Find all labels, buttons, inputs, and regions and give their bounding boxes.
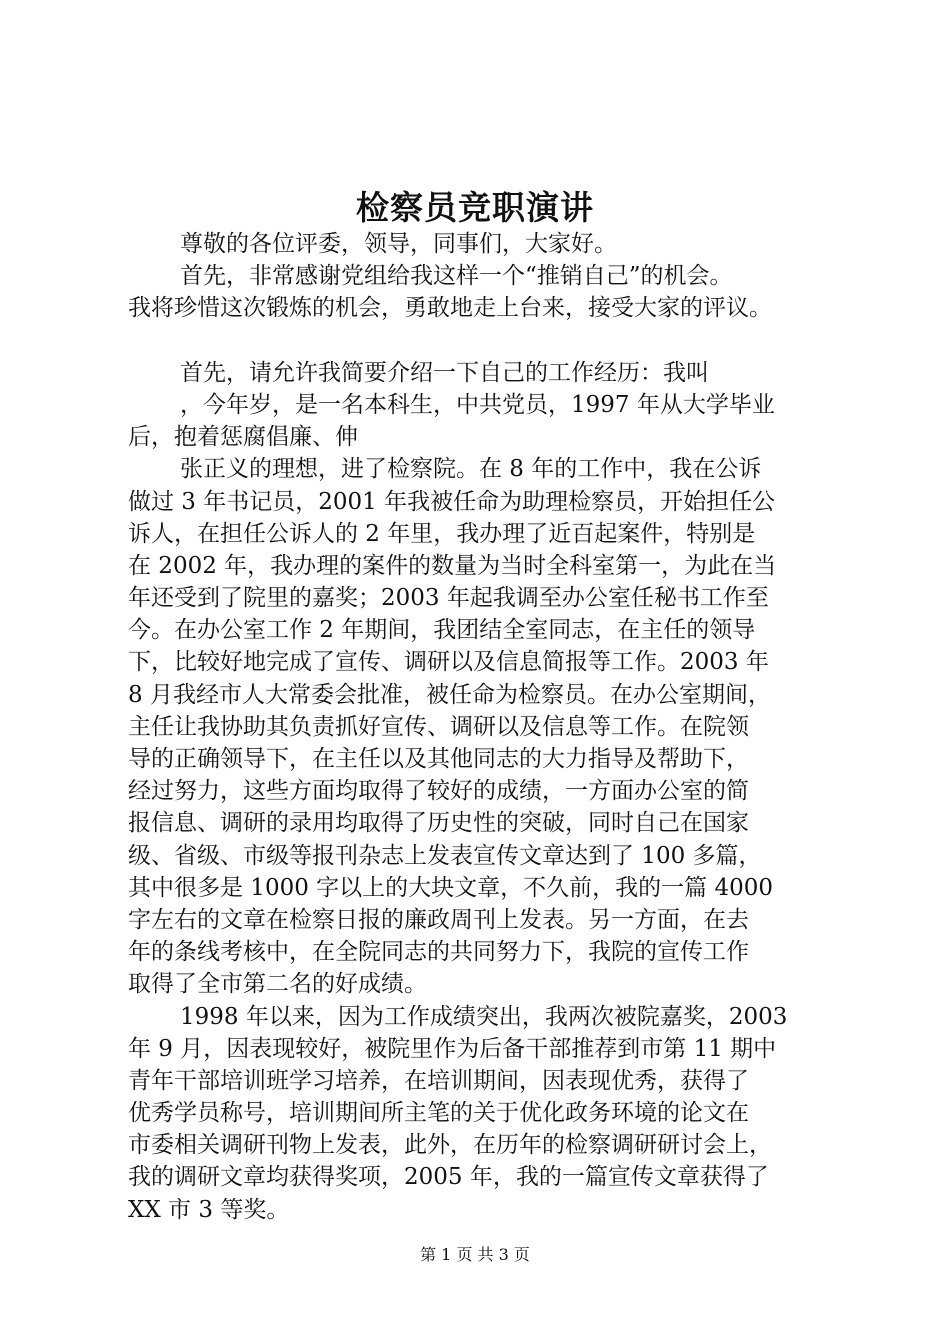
body-line: 8 月我经市人大常委会批准，被任命为检察员。在办公室期间， [128, 681, 771, 708]
body-line: 字左右的文章在检察日报的廉政周刊上发表。另一方面，在去 [128, 906, 749, 933]
body-line: 取得了全市第二名的好成绩。 [128, 971, 427, 998]
document-title: 检察员竞职演讲 [356, 188, 594, 227]
body-line: 其中很多是 1000 字以上的大块文章，不久前，我的一篇 4000 [128, 874, 773, 901]
body-line: 做过 3 年书记员，2001 年我被任命为助理检察员，开始担任公 [128, 488, 776, 515]
document-body [128, 228, 840, 1226]
body-line: 年还受到了院里的嘉奖；2003 年起我调至办公室任秘书工作至 [128, 585, 769, 612]
page-footer: 第 1 页 共 3 页 [420, 1245, 530, 1264]
body-line: 报信息、调研的录用均取得了历史性的突破，同时自己在国家 [128, 810, 749, 837]
body-line: 我将珍惜这次锻炼的机会，勇敢地走上台来，接受大家的评议。 [128, 295, 772, 322]
body-line: 后，抱着惩腐倡廉、伸 [128, 424, 358, 451]
body-line: 今。在办公室工作 2 年期间，我团结全室同志，在主任的领导 [128, 617, 756, 644]
body-line: 我的调研文章均获得奖项，2005 年，我的一篇宣传文章获得了 [128, 1164, 769, 1191]
body-line: 首先，非常感谢党组给我这样一个“推销自己”的机会。 [180, 263, 733, 290]
body-line: 级、省级、市级等报刊杂志上发表宣传文章达到了 100 多篇， [128, 842, 762, 869]
body-line: 尊敬的各位评委，领导，同事们，大家好。 [180, 231, 617, 257]
body-line: 年 9 月，因表现较好，被院里作为后备干部推荐到市第 11 期中 [128, 1035, 777, 1062]
body-line: ，今年岁，是一名本科生，中共党员，1997 年从大学毕业 [180, 391, 775, 418]
body-line: 张正义的理想，进了检察院。在 8 年的工作中，我在公诉 [180, 456, 762, 483]
body-line: 1998 年以来，因为工作成绩突出，我两次被院嘉奖，2003 [180, 1003, 788, 1030]
body-line: 经过努力，这些方面均取得了较好的成绩，一方面办公室的简 [128, 778, 749, 805]
body-line: 青年干部培训班学习培养，在培训期间，因表现优秀，获得了 [128, 1067, 749, 1094]
blank-line [128, 325, 840, 357]
body-line: 导的正确领导下，在主任以及其他同志的大力指导及帮助下， [128, 746, 749, 772]
body-line: 主任让我协助其负责抓好宣传、调研以及信息等工作。在院领 [128, 713, 749, 740]
body-line: 诉人，在担任公诉人的 2 年里，我办理了近百起案件，特别是 [128, 520, 756, 547]
body-line: 下，比较好地完成了宣传、调研以及信息简报等工作。2003 年 [128, 649, 769, 676]
body-line: XX 市 3 等奖。 [128, 1196, 290, 1223]
body-line: 年的条线考核中，在全院同志的共同努力下，我院的宣传工作 [128, 939, 749, 966]
body-line: 首先，请允许我简要介绍一下自己的工作经历：我叫 [180, 359, 709, 386]
body-line: 优秀学员称号，培训期间所主笔的关于优化政务环境的论文在 [128, 1100, 749, 1127]
body-line: 市委相关调研刊物上发表，此外，在历年的检察调研研讨会上， [128, 1132, 772, 1159]
body-line: 在 2002 年，我办理的案件的数量为当时全科室第一，为此在当 [128, 552, 777, 579]
